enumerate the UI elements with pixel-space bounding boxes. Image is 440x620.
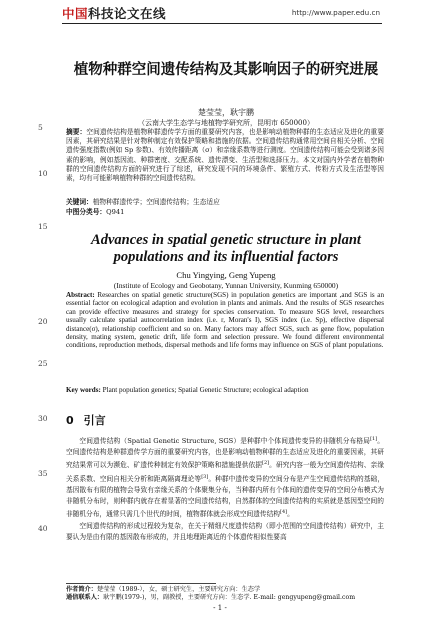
text-run: 空间遗传结构（Spatial Genetic Structure, SGS）是种群中个体间遗传变异的非随机分布格局 (79, 437, 371, 446)
page-number: - 1 - (213, 604, 227, 612)
paper-title-cn: 植物种群空间遗传结构及其影响因子的研究进展 (73, 62, 379, 78)
header-rule (62, 23, 382, 24)
citation[interactable]: [3] (201, 473, 209, 480)
authors-cn: 楚莹莹，耿宇鹏 (198, 108, 254, 117)
text-run: 。研究内容一般为空间遗传结构、亲缘关系系数、空间自相关分析和距离隔离理论等 (66, 461, 385, 483)
line-number: 20 (38, 317, 48, 326)
footnote-author (66, 586, 384, 594)
abstract-en-label: Abstract: (66, 291, 95, 299)
footnote-contact (66, 594, 384, 602)
section-number: 0 (66, 414, 74, 427)
text-run: 。空间遗传结构是种群遗传学方面的重要研究内容，也是影响动植物种群的生态适应及进化的重要因素，其研究结果常可以为濒危、矿遗传种制定有效保护策略和措施提供依据 (66, 437, 384, 470)
keywords-en (66, 386, 384, 394)
footnote-rule (66, 583, 216, 584)
logo-black-text: 科技论文在线 (88, 6, 167, 21)
line-number: 10 (38, 169, 48, 178)
section-heading (66, 412, 106, 428)
site-logo[interactable] (62, 4, 166, 22)
keywords-cn-label: 关键词： (66, 198, 93, 206)
affiliation-en: (Institute of Ecology and Geobotany, Yunnan University, Kunming 650000) (113, 281, 339, 290)
clc-cn (66, 208, 384, 217)
paper-title-en: Advances in spatial genetic structure in plant populations and its influential factors (91, 232, 361, 265)
keywords-cn-text: 植物种群遗传学；空间遗传结构；生态适应 (92, 198, 220, 206)
footnote-author-text: 楚莹莹（1989-），女，硕士研究生，主要研究方向：生态学 (96, 586, 261, 593)
citation[interactable]: [1] (370, 436, 378, 442)
page-header (0, 0, 440, 30)
footnote-author-label: 作者简介： (66, 586, 97, 593)
keywords-en-text: Plant population genetics; Spatial Genetic Structure; ecological adaption (102, 386, 309, 394)
site-url[interactable]: http://www.paper.edu.cn (291, 8, 380, 17)
affiliation-cn: （云南大学生态学与地植物学研究所，昆明市 650000） (138, 119, 314, 127)
paragraph: 空间遗传结构的形成过程较为复杂，在关于精细尺度遗传结构（即小范围的空间遗传结构）研究中，主要认为是由有限的基因散布形成的，并且地理距离近的个体遗传相似性要高 (66, 521, 384, 541)
keywords-cn (66, 198, 384, 207)
line-number: 40 (38, 524, 48, 533)
keywords-en-label: Key words: (66, 386, 101, 394)
footnote-contact-text: 耿宇鹏(1979-)，男，副教授，主要研究方向：生态学. E-mail: gengyupeng@gmail.com (103, 594, 356, 601)
citation[interactable]: [4] (280, 509, 288, 516)
logo-red-text: 中国 (62, 6, 89, 21)
line-number: 5 (38, 123, 43, 132)
paragraph (66, 434, 384, 521)
abstract-cn-label: 摘要： (66, 128, 87, 136)
authors-en: Chu Yingying, Geng Yupeng (176, 270, 276, 280)
line-number: 15 (38, 222, 48, 231)
line-number: 30 (38, 414, 48, 423)
abstract-cn (66, 128, 384, 183)
footnote-contact-label: 通信联系人： (66, 594, 104, 601)
abstract-en-text: Researches on spatial genetic structure(SGS) in population genetics are important ,and SGS is an essential factor on ecological adaption and evolution in plants and animals. And the results of SGS researches can provide effective measures and strategy for species conservation. To measure SGS level, researchers usually calculate spatial autocorrelation index (i.e. r, Moran's I), SGS index (i.e. Sp), effective dispersal distance(σ), relationship coefficient and so on. Many factors may affect SGS, such as gene flow, population density, mating system, genetic drift, life form and selection pressure. We found different environmental conditions, reproduction methods, dispersal methods and life forms may influence on SGS of plant populations. (66, 291, 384, 350)
text-run: 。种群中遗传变异的空间分布是产生空间遗传结构的基础，基因散布有限的植物会导致有亲缘关系的个体聚集分布，当种群内所有个体间的遗传变异的空间分布模式为非随机分布时，则种群内就存在着显著的空间遗传结构，自然群体的空间遗传结构的实质就是基因型空间的非随机分布，通常只需几个世代的时间，植物群体就会形成空间遗传结构 (66, 474, 385, 519)
line-number: 25 (38, 359, 48, 368)
section-title: 引言 (83, 414, 106, 427)
clc-cn-text: Q941 (106, 208, 125, 216)
clc-cn-label: 中图分类号： (66, 208, 107, 216)
body-text (66, 434, 384, 543)
line-number: 35 (38, 469, 48, 478)
abstract-en (66, 291, 384, 350)
text-run: 。 (287, 510, 294, 519)
citation[interactable]: [2] (262, 460, 270, 467)
abstract-cn-text: 空间遗传结构是植物种群遗传学方面的重要研究内容，也是影响动植物种群的生态适应及进化的重要因素，其研究结果是针对物种制定有效保护策略和措施的依据。空间遗传结构通常用空间自相关分析、空间遗传强度指数(例如 Sp 参数)、有效传播距离（σ）和亲缘系数等进行测度。空间遗传结构可能会受到诸多因素的影响，例如基因流、种群密度、交配系统、遗传漂变、生活型和选择压力。本文对国内外学者在植物种群的空间遗传结构方面的研究进行了综述，研究发现不同的环境条件、繁殖方式、传粉方式及生活型等因素，均有可能影响植物种群的空间遗传结构。 (66, 128, 385, 183)
